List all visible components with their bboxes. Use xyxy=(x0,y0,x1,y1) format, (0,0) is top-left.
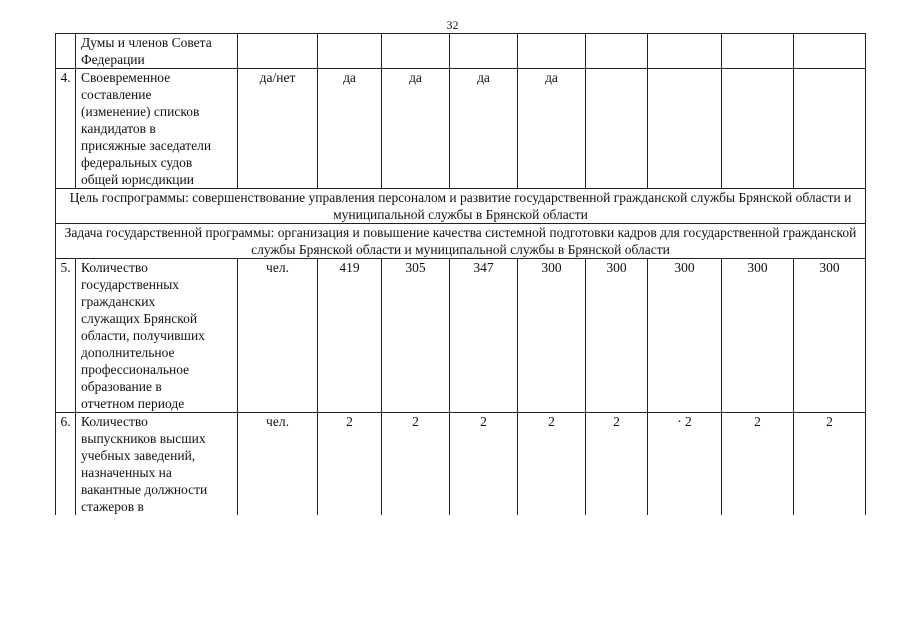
indicator-name: Думы и членов Совета Федерации xyxy=(76,34,238,69)
value-cell: 300 xyxy=(586,259,648,413)
value-cell xyxy=(722,69,794,189)
value-cell: 2 xyxy=(318,413,382,516)
value-cell: 419 xyxy=(318,259,382,413)
table-row xyxy=(56,34,866,69)
value-cell: 2 xyxy=(382,413,450,516)
value-cell xyxy=(318,34,382,69)
value-cell xyxy=(586,34,648,69)
program-task-text: Задача государственной программы: организация и повышение качества системной подготовки кадров для государственной гражданской службы Брянской области и муниципальной службы в Брянской области xyxy=(56,224,866,259)
value-cell: 2 xyxy=(794,413,866,516)
value-cell: 347 xyxy=(450,259,518,413)
value-cell: 300 xyxy=(794,259,866,413)
value-cell xyxy=(648,34,722,69)
row-number: 4. xyxy=(56,69,76,189)
value-cell xyxy=(382,34,450,69)
unit-cell: да/нет xyxy=(238,69,318,189)
value-cell: 2 xyxy=(518,413,586,516)
indicator-name: Количество государственных гражданских служащих Брянской области, получивших дополнительное профессиональное образование в отчетном периоде xyxy=(76,259,238,413)
value-cell: да xyxy=(518,69,586,189)
value-cell xyxy=(586,69,648,189)
table-row xyxy=(56,224,866,259)
value-cell: 300 xyxy=(722,259,794,413)
value-cell: · 2 xyxy=(648,413,722,516)
table-row xyxy=(56,69,866,189)
value-cell xyxy=(450,34,518,69)
value-cell xyxy=(794,69,866,189)
value-cell: 2 xyxy=(586,413,648,516)
unit-cell xyxy=(238,34,318,69)
value-cell: 300 xyxy=(518,259,586,413)
indicator-name: Своевременное составление (изменение) списков кандидатов в присяжные заседатели федеральных судов общей юрисдикции xyxy=(76,69,238,189)
table-row xyxy=(56,413,866,516)
indicators-table xyxy=(55,33,866,515)
value-cell: да xyxy=(382,69,450,189)
row-number xyxy=(56,34,76,69)
value-cell: 2 xyxy=(450,413,518,516)
row-number: 5. xyxy=(56,259,76,413)
value-cell: 2 xyxy=(722,413,794,516)
row-number: 6. xyxy=(56,413,76,516)
value-cell: да xyxy=(318,69,382,189)
value-cell xyxy=(518,34,586,69)
page-number: 32 xyxy=(446,18,459,32)
table-row xyxy=(56,189,866,224)
program-goal-text: Цель госпрограммы: совершенствование управления персоналом и развитие государственной гражданской службы Брянской области и муниципальной службы в Брянской области xyxy=(56,189,866,224)
unit-cell: чел. xyxy=(238,259,318,413)
table-row xyxy=(56,259,866,413)
value-cell xyxy=(648,69,722,189)
unit-cell: чел. xyxy=(238,413,318,516)
value-cell xyxy=(794,34,866,69)
indicator-name: Количество выпускников высших учебных заведений, назначенных на вакантные должности стажеров в xyxy=(76,413,238,516)
value-cell: 300 xyxy=(648,259,722,413)
value-cell xyxy=(722,34,794,69)
value-cell: 305 xyxy=(382,259,450,413)
value-cell: да xyxy=(450,69,518,189)
